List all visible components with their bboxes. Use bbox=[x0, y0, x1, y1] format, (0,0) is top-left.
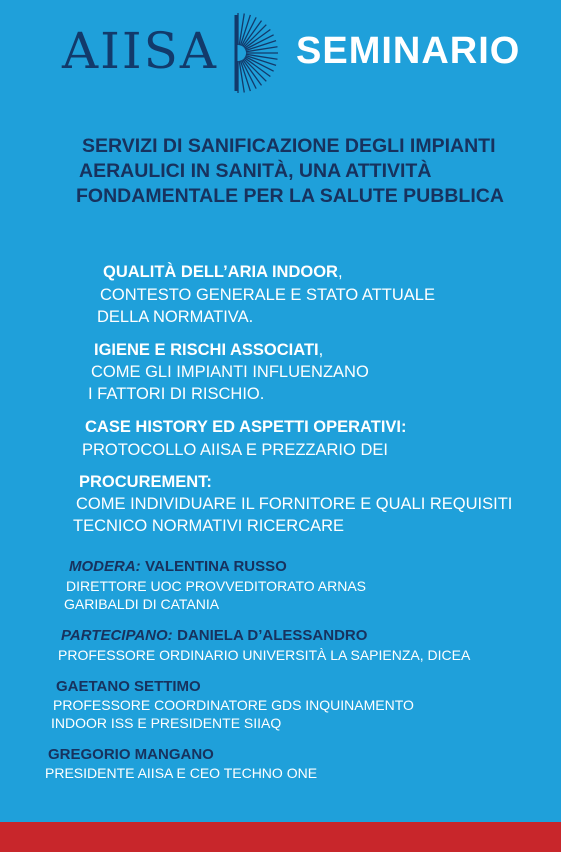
moderator-role-line: GARIBALDI DI CATANIA bbox=[64, 596, 220, 612]
seminario-title: SEMINARIO bbox=[296, 30, 521, 72]
moderator-role-line: DIRETTORE UOC PROVVEDITORATO ARNAS bbox=[66, 578, 367, 594]
moderator-heading bbox=[69, 558, 287, 576]
moderator-name: VALENTINA RUSSO bbox=[145, 558, 287, 575]
event-title-line-1: SERVIZI DI SANIFICAZIONE DEGLI IMPIANTI bbox=[82, 135, 496, 157]
participant-heading bbox=[61, 627, 367, 645]
section-heading: CASE HISTORY ED ASPETTI OPERATIVI: bbox=[85, 418, 407, 436]
event-title-line-3: FONDAMENTALE PER LA SALUTE PUBBLICA bbox=[76, 185, 504, 207]
participant-role-line: PROFESSORE COORDINATORE GDS INQUINAMENTO bbox=[53, 697, 414, 713]
participant-name: GAETANO SETTIMO bbox=[56, 678, 201, 695]
bottom-accent-bar bbox=[0, 822, 561, 852]
section-text: PROTOCOLLO AIISA E PREZZARIO DEI bbox=[82, 441, 388, 459]
moderator-role-label: MODERA: bbox=[69, 558, 141, 575]
section-heading: PROCUREMENT: bbox=[79, 473, 212, 491]
section-text: CONTESTO GENERALE E STATO ATTUALE bbox=[100, 286, 435, 304]
event-title-line-2: AERAULICI IN SANITÀ, UNA ATTIVITÀ bbox=[79, 160, 432, 182]
brand-logo-mark bbox=[232, 13, 282, 93]
section-text: TECNICO NORMATIVI RICERCARE bbox=[73, 517, 345, 535]
section-heading: QUALITÀ DELL’ARIA INDOOR, bbox=[103, 263, 343, 281]
section-text: COME GLI IMPIANTI INFLUENZANO bbox=[91, 363, 369, 381]
participant-role-line: INDOOR ISS E PRESIDENTE SIIAQ bbox=[51, 715, 282, 731]
section-heading: IGIENE E RISCHI ASSOCIATI, bbox=[94, 341, 324, 359]
participant-role-line: PROFESSORE ORDINARIO UNIVERSITÀ LA SAPIENZA, DICEA bbox=[58, 647, 471, 663]
participant-name: DANIELA D’ALESSANDRO bbox=[177, 627, 368, 644]
brand-logo: AIISA bbox=[62, 22, 218, 80]
section-text: COME INDIVIDUARE IL FORNITORE E QUALI REQUISITI bbox=[76, 495, 513, 513]
participant-role-line: PRESIDENTE AIISA E CEO TECHNO ONE bbox=[45, 765, 318, 781]
participant-name: GREGORIO MANGANO bbox=[48, 746, 214, 763]
section-text: DELLA NORMATIVA. bbox=[97, 308, 254, 326]
participants-label: PARTECIPANO: bbox=[61, 627, 173, 644]
section-text: I FATTORI DI RISCHIO. bbox=[88, 385, 265, 403]
